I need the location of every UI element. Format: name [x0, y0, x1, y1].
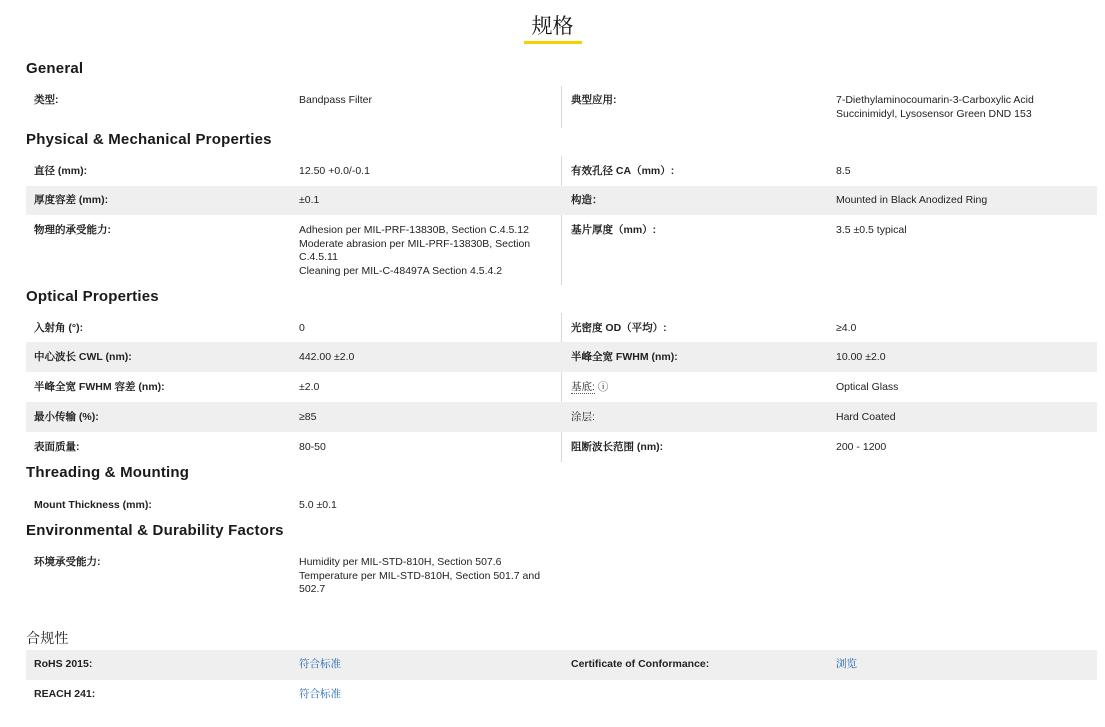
- section-title-compliance: 合规性: [26, 630, 69, 646]
- spec-value: ≥4.0: [836, 322, 857, 334]
- spec-label: Mount Thickness (mm):: [34, 499, 152, 511]
- column-divider: [561, 432, 562, 462]
- spec-value: 12.50 +0.0/-0.1: [299, 165, 370, 177]
- column-divider: [561, 215, 562, 285]
- spec-value: 8.5: [836, 165, 851, 177]
- spec-value-line: 502.7: [299, 583, 326, 595]
- spec-value: 200 - 1200: [836, 441, 887, 453]
- spec-value-line: Moderate abrasion per MIL-PRF-13830B, Section: [299, 237, 531, 250]
- spec-label: 类型:: [34, 94, 59, 106]
- spec-row-type: [26, 86, 1097, 128]
- spec-label: 半峰全宽 FWHM (nm):: [571, 351, 678, 363]
- page-title-wrap: [0, 14, 1105, 44]
- spec-row-mount-thickness: [26, 490, 1097, 520]
- spec-value: Hard Coated: [836, 411, 896, 423]
- spec-label: 中心波长 CWL (nm):: [34, 351, 132, 363]
- spec-row-rohs: [26, 650, 1097, 680]
- spec-value: ±2.0: [299, 381, 320, 393]
- spec-label: REACH 241:: [34, 688, 96, 700]
- section-title-threading: Threading & Mounting: [26, 464, 190, 481]
- spec-label: 最小传输 (%):: [34, 411, 99, 423]
- reach-compliance-link[interactable]: 符合标准: [299, 688, 341, 700]
- spec-row-diameter: [26, 156, 1097, 186]
- column-divider: [561, 372, 562, 402]
- spec-value-line: Succinimidyl, Lysosensor Green DND 153: [836, 107, 1032, 120]
- spec-label: 典型应用:: [571, 94, 617, 106]
- spec-value: Bandpass Filter: [299, 94, 372, 106]
- spec-label: 涂层:: [571, 411, 595, 423]
- spec-label: RoHS 2015:: [34, 658, 93, 670]
- spec-value-line: Temperature per MIL-STD-810H, Section 501.7 and: [299, 569, 541, 582]
- spec-row-aoi: [26, 313, 1097, 342]
- spec-value: 0: [299, 322, 305, 334]
- spec-value: Optical Glass: [836, 381, 899, 393]
- spec-label: 构造：: [571, 194, 603, 206]
- page-title: 规格: [524, 14, 582, 44]
- section-title-physical: Physical & Mechanical Properties: [26, 131, 272, 148]
- spec-label: 入射角 (°):: [34, 322, 84, 334]
- spec-value: 80-50: [299, 441, 326, 453]
- spec-row-reach: [26, 680, 1097, 710]
- spec-value: 5.0 ±0.1: [299, 499, 337, 511]
- spec-row-surface-quality: [26, 432, 1097, 462]
- spec-value-line: Cleaning per MIL-C-48497A Section 4.5.4.2: [299, 264, 503, 277]
- spec-label: 物理的承受能力:: [34, 224, 111, 236]
- spec-value: 10.00 ±2.0: [836, 351, 886, 363]
- rohs-compliance-link[interactable]: 符合标准: [299, 658, 341, 670]
- spec-label: 环境承受能力:: [34, 556, 101, 568]
- spec-label: 阻断波长范围 (nm):: [571, 441, 664, 453]
- column-divider: [561, 86, 562, 128]
- spec-label: 半峰全宽 FWHM 容差 (nm):: [34, 381, 165, 393]
- spec-value: 442.00 ±2.0: [299, 351, 355, 363]
- spec-value: ±0.1: [299, 194, 320, 206]
- spec-label: 光密度 OD（平均）:: [571, 322, 667, 334]
- spec-value-line: 7-Diethylaminocoumarin-3-Carboxylic Acid: [836, 94, 1034, 106]
- spec-label: Certificate of Conformance:: [571, 658, 710, 670]
- spec-value: [299, 556, 549, 597]
- spec-value: Mounted in Black Anodized Ring: [836, 194, 988, 206]
- spec-label: 有效孔径 CA（mm）:: [571, 165, 675, 177]
- column-divider: [561, 156, 562, 186]
- spec-row-thickness-tolerance: [26, 186, 1097, 215]
- spec-value: [299, 224, 549, 278]
- spec-row-fwhm-tolerance: [26, 372, 1097, 402]
- spec-row-environmental: [26, 548, 1097, 604]
- spec-value: 3.5 ±0.5 typical: [836, 224, 907, 236]
- spec-value-line: C.4.5.11: [299, 251, 338, 263]
- spec-row-durability: [26, 215, 1097, 285]
- spec-value-line: Humidity per MIL-STD-810H, Section 507.6: [299, 556, 502, 568]
- substrate-label[interactable]: [571, 381, 826, 395]
- certificate-view-link[interactable]: 浏览: [836, 658, 857, 670]
- spec-label[interactable]: 基底:: [571, 381, 595, 393]
- section-title-general: General: [26, 60, 84, 77]
- spec-value: [836, 94, 1091, 121]
- spec-label: 厚度容差 (mm):: [34, 194, 109, 206]
- section-title-optical: Optical Properties: [26, 288, 159, 305]
- spec-label: 直径 (mm):: [34, 165, 88, 177]
- info-icon[interactable]: ⓘ: [597, 381, 609, 393]
- spec-label: 表面质量:: [34, 441, 80, 453]
- spec-row-cwl: [26, 342, 1097, 372]
- spec-value: ≥85: [299, 411, 317, 423]
- spec-value-line: Adhesion per MIL-PRF-13830B, Section C.4.5.12: [299, 224, 529, 236]
- section-title-environmental: Environmental & Durability Factors: [26, 522, 284, 539]
- column-divider: [561, 313, 562, 342]
- spec-label: 基片厚度（mm）:: [571, 224, 657, 236]
- spec-row-min-transmission: [26, 402, 1097, 432]
